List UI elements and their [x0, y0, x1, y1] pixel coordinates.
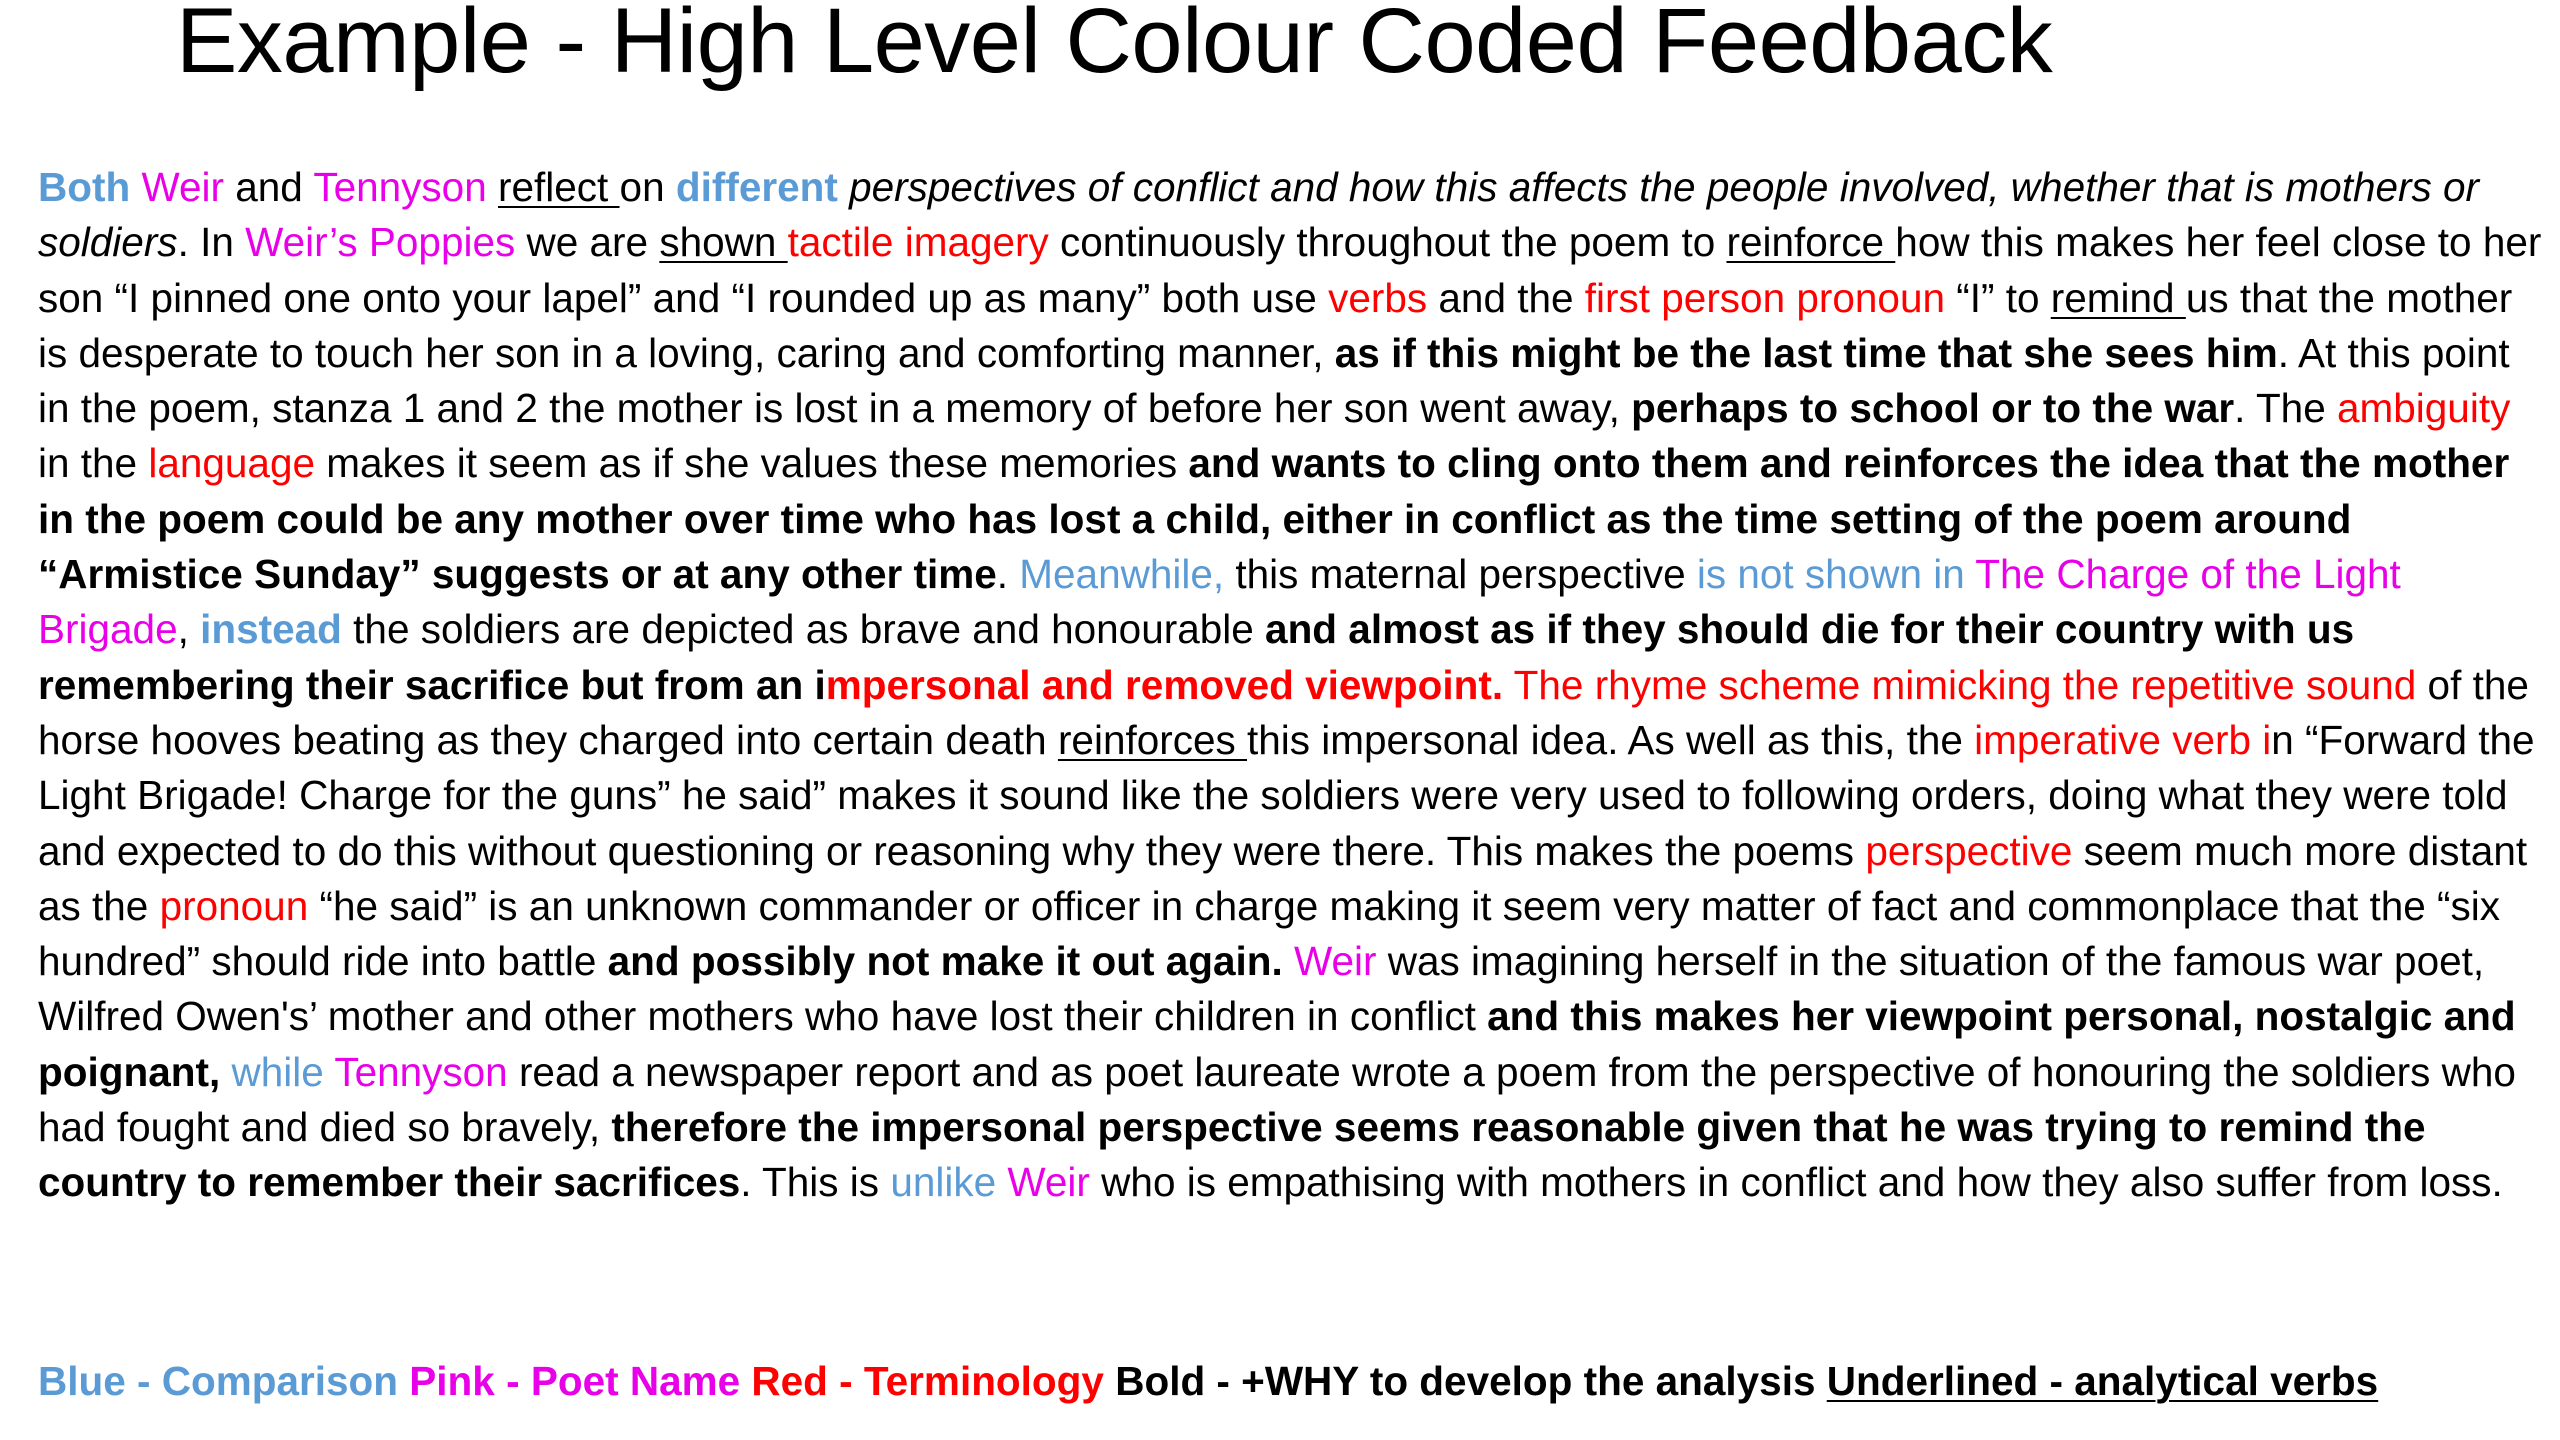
poet-name: Tennyson — [313, 164, 487, 210]
text-run: the soldiers are depicted as brave and honourable — [341, 606, 1266, 653]
poet-name: Weir — [1294, 938, 1377, 985]
text-run: , — [177, 606, 201, 653]
terminology: The rhyme scheme mimicking the repetitive sound — [1513, 661, 2417, 708]
text-run: of the horse hooves beating as they charged into certain death — [38, 661, 2529, 763]
comparison-word: different — [675, 164, 838, 210]
text-run: and the — [1427, 274, 1585, 321]
text-run: in the — [38, 440, 149, 487]
feedback-paragraph — [38, 160, 2546, 1211]
text-run: this maternal perspective — [1224, 551, 1697, 598]
text-run: . In — [177, 219, 246, 266]
slide-title: Example - High Level Colour Coded Feedback — [176, 0, 2053, 92]
terminology: language — [148, 440, 315, 487]
why-explanation: as if this might be the last time that she sees him — [1334, 329, 2278, 376]
poet-name: Weir’s Poppies — [245, 219, 516, 266]
why-explanation: therefore the impersonal perspective seems reasonable given that he was trying to remind the country to remember their sacrifices — [38, 1104, 2426, 1206]
text-run: on — [619, 164, 676, 210]
terminology: ambiguity — [2336, 385, 2511, 432]
poet-name: Tennyson — [334, 1048, 508, 1095]
key-underline: Underlined - analytical verbs — [1826, 1358, 2379, 1404]
text-run: read a newspaper report and as poet laureate wrote a poem from the perspective of honouring the soldiers who had fought and died so bravely, — [38, 1048, 2516, 1151]
italic-text: perspectives of conflict and how this affects the people involved, whether that is mothers or soldiers — [38, 164, 2479, 266]
text-run: us that the mother is desperate to touch her son in a loving, caring and comforting manner, — [38, 274, 2513, 376]
terminology: mpersonal and removed viewpoint. — [825, 661, 1504, 708]
text-run — [1283, 938, 1294, 984]
text-run — [220, 1049, 231, 1095]
terminology: verbs — [1328, 274, 1428, 321]
poet-name: Weir — [141, 164, 224, 210]
analytical-verb: shown — [659, 219, 788, 266]
key-blue: Blue - Comparison — [38, 1358, 399, 1404]
text-run — [324, 1049, 335, 1095]
text-run: . At this point in the poem, stanza 1 and 2 the mother is lost in a memory of before her son went away, — [38, 329, 2510, 432]
poet-name: The Charge of the Light Brigade — [38, 551, 2401, 653]
analytical-verb: remind — [2050, 274, 2186, 321]
text-run: seem much more distant as the — [38, 827, 2528, 929]
text-run: n “Forward the Light Brigade! Charge for the guns” he said” makes it sound like the soldiers were very used to following orders, doing what they were told and expected to do this without questioning or reasoning why they were there. This makes the poems — [38, 716, 2535, 874]
key-pink: Pink - Poet Name — [409, 1358, 741, 1404]
terminology: imperative verb i — [1974, 716, 2272, 763]
text-run: makes it seem as if she values these memories — [315, 440, 1189, 487]
why-explanation: and possibly not make it out again. — [607, 938, 1283, 985]
text-run: we are — [515, 219, 660, 266]
analytical-verb: reinforces — [1057, 716, 1248, 763]
terminology: first person pronoun — [1584, 274, 1945, 321]
text-run: how this makes her feel close to her son “I pinned one onto your lapel” and “I rounded up as many” both use — [38, 219, 2542, 321]
text-run: who is empathising with mothers in conflict and how they also suffer from loss. — [1089, 1159, 2503, 1206]
text-run — [838, 164, 849, 210]
text-run: this impersonal idea. As well as this, the — [1247, 716, 1975, 763]
text-run: “I” to — [1945, 274, 2051, 321]
text-run: was imagining herself in the situation of the famous war poet, Wilfred Owen's’ mother and other mothers who have lost their children in conflict — [38, 938, 2485, 1040]
why-explanation: and almost as if they should die for their country with us remembering their sacrifice but from an i — [38, 606, 2355, 708]
analytical-verb: reflect — [498, 164, 620, 210]
analytical-verb: reinforce — [1726, 219, 1896, 266]
key-red: Red - Terminology — [751, 1358, 1104, 1404]
text-run: . — [996, 551, 1020, 598]
why-explanation: perhaps to school or to the war — [1631, 385, 2235, 432]
comparison-word: Both — [38, 164, 131, 210]
text-run: continuously throughout the poem to — [1048, 219, 1727, 266]
colour-key — [38, 1354, 2378, 1409]
comparison-word: unlike — [890, 1159, 997, 1206]
text-run — [130, 164, 141, 210]
text-run: . The — [2234, 385, 2337, 432]
terminology: perspective — [1865, 827, 2073, 874]
text-run — [996, 1159, 1007, 1205]
text-run: and — [224, 164, 314, 210]
why-explanation: and this makes her viewpoint personal, nostalgic and poignant, — [38, 993, 2516, 1095]
text-run: . This is — [740, 1159, 891, 1206]
text-run — [487, 164, 498, 210]
comparison-word: is not shown in — [1696, 551, 1976, 598]
key-bold: Bold - +WHY to develop the analysis — [1115, 1358, 1816, 1404]
comparison-word: instead — [200, 606, 342, 653]
terminology: tactile imagery — [787, 219, 1049, 266]
terminology: pronoun — [159, 882, 309, 929]
why-explanation: and wants to cling onto them and reinforces the idea that the mother in the poem could be any mother over time who has lost a child, either in conflict as the time setting of the poem around “Armistice Sunday” suggests or at any other time — [38, 440, 2510, 598]
comparison-word: Meanwhile, — [1019, 551, 1225, 598]
text-run: “he said” is an unknown commander or officer in charge making it seem very matter of fact and commonplace that the “six hundred” should ride into battle — [38, 882, 2500, 985]
poet-name: Weir — [1007, 1159, 1090, 1206]
comparison-word: while — [231, 1048, 324, 1095]
text-run — [1503, 662, 1514, 708]
